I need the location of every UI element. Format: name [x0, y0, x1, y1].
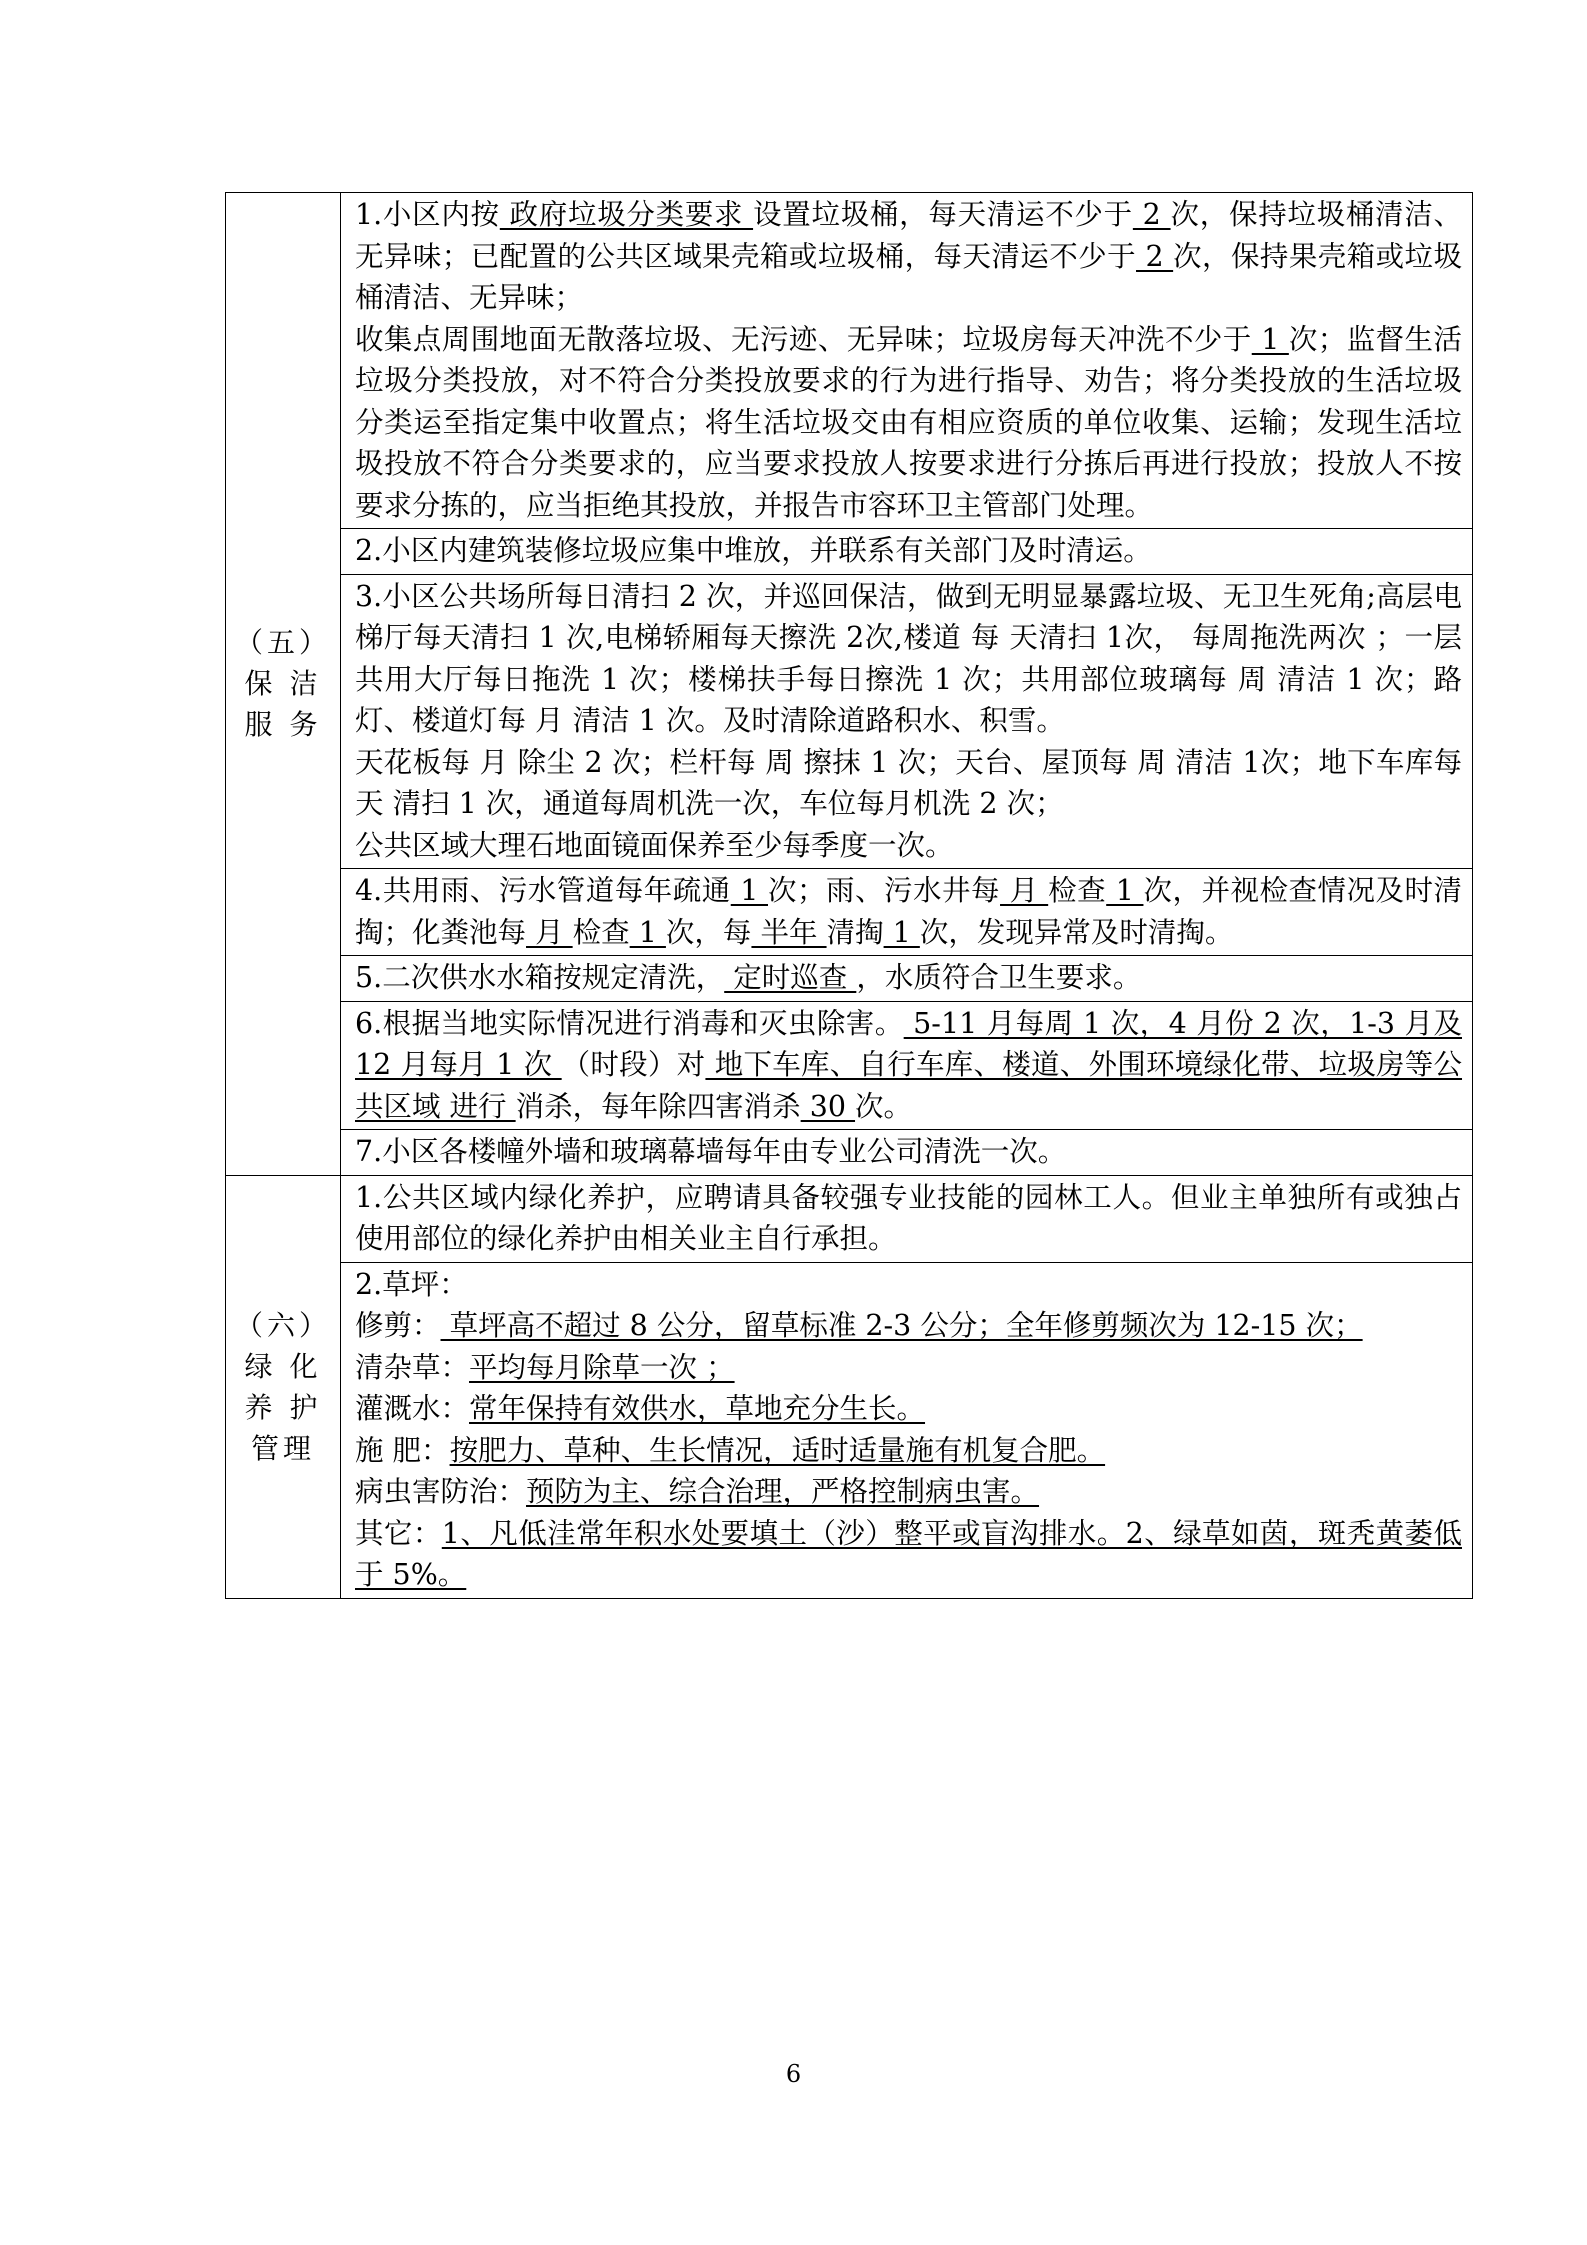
filled-value: 草坪高不超过 8 公分，留草标准 2-3 公分；全年修剪频次为 12-15 次；: [440, 1309, 1363, 1342]
category-label: 绿 化: [244, 1349, 322, 1383]
text: 次，发现异常及时清掏。: [919, 915, 1234, 949]
text: 设置垃圾桶，每天清运不少于: [753, 198, 1133, 231]
filled-value: 定时巡查: [724, 961, 857, 994]
table-row: [226, 1262, 1473, 1598]
category-label: 养 护: [244, 1390, 322, 1424]
page-number: 6: [785, 2060, 802, 2088]
filled-value: 1、凡低洼常年积水处要填土（沙）整平或盲沟排水。2、绿草如茵，斑秃黄萎低于 5%。: [355, 1516, 1462, 1591]
paragraph: [355, 1471, 1462, 1513]
category-label: 保 洁: [244, 667, 322, 701]
category-label: （五）: [234, 626, 331, 660]
paragraph: 2.小区内建筑装修垃圾应集中堆放，并联系有关部门及时清运。: [355, 534, 1152, 567]
paragraph: [355, 1305, 1462, 1347]
field-label: 其它：: [355, 1516, 442, 1550]
category-label: 服 务: [244, 708, 322, 742]
paragraph: [355, 1003, 1462, 1128]
table-row: [226, 956, 1473, 1002]
table-row: [226, 574, 1473, 869]
paragraph: 公共区域大理石地面镜面保养至少每季度一次。: [355, 828, 954, 862]
text: 4.共用雨、污水管道每年疏通: [355, 874, 731, 907]
category-label: （六）: [234, 1308, 331, 1342]
text: 次；监督生活垃圾分类投放，对不符合分类投放要求的行为进行指导、劝告；将分类投放的生活垃圾分类运至指定集中收置点；将生活垃圾交由有相应资质的单位收集、运输；发现生活垃圾投放不符合分类要求的，应当要求投放人按要求进行分拣后再进行投放；投放人不按要求分拣的，应当拒绝其投放，并报告市容环卫主管部门处理。: [355, 322, 1462, 522]
cleaning-item-3: [341, 574, 1473, 869]
text: 次。: [855, 1089, 913, 1123]
filled-value: 按肥力、草种、生长情况，适时适量施有机复合肥。: [449, 1433, 1106, 1467]
cleaning-item-1: [341, 193, 1473, 529]
category-cell-cleaning: [226, 193, 341, 1176]
paragraph: [355, 870, 1462, 953]
field-label: 灌溉水：: [355, 1392, 470, 1425]
paragraph: [355, 957, 1462, 999]
filled-value: 预防为主、综合治理，严格控制病虫害。: [526, 1475, 1040, 1508]
greening-item-2: [341, 1262, 1473, 1598]
filled-value: 月: [1000, 874, 1049, 907]
text: 消杀，每年除四害消杀: [515, 1089, 801, 1123]
table-row: [226, 193, 1473, 529]
paragraph: [355, 194, 1462, 319]
filled-value: 地下车库、自行车库、楼道、外围环境绿化带、垃圾房等公共区域 进行: [355, 1048, 1463, 1123]
paragraph: 3.小区公共场所每日清扫 2 次，并巡回保洁，做到无明显暴露垃圾、无卫生死角;高层电梯厅每天清扫 1 次,电梯轿厢每天擦洗 2次,楼道 每 天清扫 1次， 每周拖洗两次 ；一层共用大厅每日拖洗 1 次；楼梯扶手每日擦洗 1 次；共用部位玻璃每 周 清洁 1 次；路灯、楼道灯每 月 清洁 1 次。及时清除道路积水、积雪。: [355, 579, 1462, 737]
filled-value: 1: [1106, 874, 1144, 907]
filled-value: 1: [1251, 322, 1289, 356]
field-label: 修剪：: [355, 1309, 441, 1342]
paragraph: 7.小区各楼幢外墙和玻璃幕墙每年由专业公司清洗一次。: [355, 1135, 1067, 1168]
filled-value: 1: [883, 915, 920, 949]
paragraph: [355, 1388, 1462, 1430]
text: （时段）对: [561, 1048, 706, 1081]
table-row: [226, 529, 1473, 575]
text: ，水质符合卫生要求。: [856, 961, 1142, 994]
table-row: [226, 869, 1473, 956]
paragraph: 天花板每 月 除尘 2 次；栏杆每 周 擦抹 1 次；天台、屋顶每 周 清洁 1次；地下车库每 天 清扫 1 次，通道每周机洗一次，车位每月机洗 2 次；: [355, 745, 1462, 820]
text: 次；雨、污水井每: [768, 874, 1001, 907]
table-row: [226, 1001, 1473, 1130]
text: 次，保持垃圾桶清洁、无异味；已配置的公共区域果壳箱或垃圾桶，每天清运不少于: [355, 198, 1462, 273]
filled-value: 政府垃圾分类要求: [499, 198, 754, 231]
paragraph: 2.草坪：: [355, 1267, 468, 1301]
paragraph: 1.公共区域内绿化养护，应聘请具备较强专业技能的园林工人。但业主单独所有或独占使用部位的绿化养护由相关业主自行承担。: [355, 1180, 1462, 1255]
paragraph: [355, 319, 1462, 527]
cleaning-item-6: [341, 1001, 1473, 1130]
filled-value: 常年保持有效供水，草地充分生长。: [469, 1392, 926, 1425]
field-label: 病虫害防治：: [355, 1475, 527, 1508]
filled-value: 2: [1136, 239, 1174, 273]
filled-value: 半年: [751, 915, 827, 949]
category-label: 管理: [250, 1431, 315, 1465]
greening-item-1: [341, 1175, 1473, 1262]
category-cell-greening: [226, 1175, 341, 1598]
service-standards-table: [225, 192, 1473, 1599]
cleaning-item-5: [341, 956, 1473, 1002]
field-label: 施 肥：: [355, 1433, 450, 1467]
filled-value: 30: [800, 1089, 856, 1123]
paragraph: [355, 1513, 1462, 1596]
text: 次，并视检查情况及时清掏；化粪池每: [355, 874, 1462, 949]
text: 次，每: [665, 915, 752, 949]
filled-value: 5-11 月每周 1 次，4 月份 2 次，1-3 月及 12 月每月 1 次: [355, 1006, 1462, 1081]
paragraph: [355, 1430, 1462, 1472]
cleaning-item-4: [341, 869, 1473, 956]
table-row: [226, 1130, 1473, 1176]
cleaning-item-7: [341, 1130, 1473, 1176]
cleaning-item-2: [341, 529, 1473, 575]
filled-value: 2: [1132, 198, 1171, 231]
text: 检查: [572, 915, 630, 949]
text: 5.二次供水水箱按规定清洗，: [355, 961, 725, 994]
text: 收集点周围地面无散落垃圾、无污迹、无异味；垃圾房每天冲洗不少于: [355, 322, 1252, 356]
text: 清掏: [826, 915, 884, 949]
text: 检查: [1048, 874, 1107, 907]
paragraph: [355, 1347, 1462, 1389]
filled-value: 月: [526, 915, 573, 949]
text: 6.根据当地实际情况进行消毒和灭虫除害。: [355, 1006, 904, 1040]
filled-value: 平均每月除草一次 ；: [469, 1350, 735, 1384]
text: 1.小区内按: [355, 198, 500, 231]
filled-value: 1: [730, 874, 768, 907]
table-row: [226, 1175, 1473, 1262]
text: 次，保持果壳箱或垃圾桶清洁、无异味；: [355, 239, 1462, 314]
field-label: 清杂草：: [355, 1350, 470, 1384]
filled-value: 1: [629, 915, 666, 949]
